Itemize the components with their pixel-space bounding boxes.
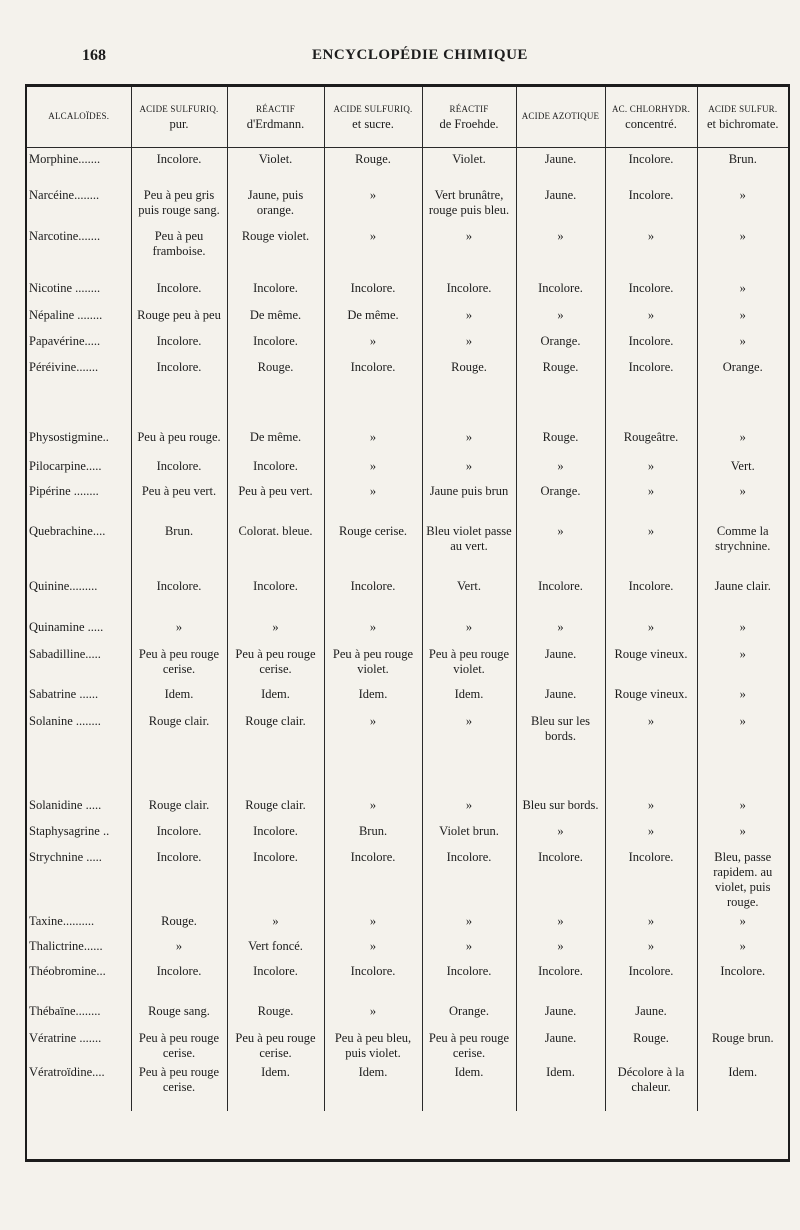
table-row xyxy=(27,330,788,356)
reaction-cell-acide-chlorhydrique: Rougeâtre. xyxy=(605,426,697,455)
reaction-cell-acide-sulfurique-bichromate: Vert. xyxy=(697,455,788,480)
table-row xyxy=(27,1061,788,1111)
reaction-cell-acide-chlorhydrique: Jaune. xyxy=(605,1000,697,1027)
reaction-cell-acide-sulfurique-pur: Peu à peu rouge cerise. xyxy=(131,1061,227,1111)
reaction-cell-acide-chlorhydrique: Incolore. xyxy=(605,330,697,356)
reaction-cell-acide-sulfurique-pur: Incolore. xyxy=(131,147,227,184)
reaction-cell-acide-sulfurique-sucre: Incolore. xyxy=(324,356,422,426)
alkaloid-name-cell: Pilocarpine..... xyxy=(29,459,102,473)
reaction-cell-reactif-froehde: Bleu violet passe au vert. xyxy=(422,520,516,575)
column-header-acide-sulfurique-pur: ACIDE SULFURIQ. pur. xyxy=(131,87,227,147)
reaction-cell-acide-sulfurique-sucre: » xyxy=(324,426,422,455)
column-header-acide-chlorhydrique: AC. CHLORHYDR. concentré. xyxy=(605,87,697,147)
reaction-cell-acide-sulfurique-bichromate: » xyxy=(697,277,788,304)
reaction-cell-acide-azotique: » xyxy=(516,455,605,480)
reaction-cell-reactif-erdmann: Idem. xyxy=(227,683,324,710)
reaction-cell-acide-sulfurique-pur: Rouge clair. xyxy=(131,794,227,820)
column-header-acide-sulfurique-bichromate: ACIDE SULFUR. et bichromate. xyxy=(697,87,788,147)
table-row xyxy=(27,960,788,1000)
reaction-cell-acide-sulfurique-bichromate: » xyxy=(697,935,788,960)
reaction-cell-reactif-erdmann: Violet. xyxy=(227,147,324,184)
reaction-cell-reactif-froehde: » xyxy=(422,455,516,480)
reaction-cell-acide-azotique: Bleu sur bords. xyxy=(516,794,605,820)
alkaloid-name-cell: Narcotine....... xyxy=(29,229,101,243)
alkaloid-name-cell: Solanine ........ xyxy=(29,714,101,728)
reaction-cell-acide-azotique: » xyxy=(516,910,605,935)
table-row xyxy=(27,455,788,480)
reaction-cell-reactif-erdmann: Colorat. bleue. xyxy=(227,520,324,575)
reaction-cell-acide-chlorhydrique: Incolore. xyxy=(605,147,697,184)
reaction-cell-acide-azotique: Jaune. xyxy=(516,147,605,184)
reaction-cell-reactif-erdmann: Jaune, puis orange. xyxy=(227,184,324,225)
table-row xyxy=(27,643,788,683)
reaction-cell-acide-sulfurique-pur: Idem. xyxy=(131,683,227,710)
alkaloid-reactions-table xyxy=(27,87,788,1111)
reaction-cell-acide-sulfurique-sucre: Idem. xyxy=(324,683,422,710)
alkaloid-name-cell: Quinamine ..... xyxy=(29,620,104,634)
reaction-cell-reactif-erdmann: De même. xyxy=(227,304,324,330)
reaction-cell-acide-chlorhydrique: Incolore. xyxy=(605,184,697,225)
reaction-cell-acide-sulfurique-bichromate: » xyxy=(697,225,788,277)
reaction-cell-acide-sulfurique-sucre: » xyxy=(324,710,422,794)
reaction-cell-acide-azotique: Rouge. xyxy=(516,356,605,426)
alkaloid-name-cell: Narcéine........ xyxy=(29,188,100,202)
reaction-cell-acide-sulfurique-bichromate: Brun. xyxy=(697,147,788,184)
reaction-cell-reactif-erdmann: Idem. xyxy=(227,1061,324,1111)
reaction-cell-acide-azotique: » xyxy=(516,820,605,846)
reaction-cell-acide-sulfurique-bichromate: » xyxy=(697,683,788,710)
reaction-cell-acide-sulfurique-sucre: Peu à peu rouge violet. xyxy=(324,643,422,683)
reaction-cell-acide-sulfurique-bichromate: » xyxy=(697,643,788,683)
reaction-cell-reactif-froehde: Idem. xyxy=(422,1061,516,1111)
reaction-cell-acide-sulfurique-pur: Incolore. xyxy=(131,820,227,846)
reaction-cell-acide-chlorhydrique: » xyxy=(605,304,697,330)
reaction-cell-acide-sulfurique-pur: Incolore. xyxy=(131,277,227,304)
table-row xyxy=(27,480,788,520)
reaction-cell-acide-azotique: » xyxy=(516,304,605,330)
reaction-cell-acide-sulfurique-pur: Incolore. xyxy=(131,846,227,910)
reaction-cell-reactif-erdmann: » xyxy=(227,616,324,643)
reaction-cell-acide-sulfurique-bichromate: Incolore. xyxy=(697,960,788,1000)
reaction-cell-reactif-erdmann: Rouge. xyxy=(227,356,324,426)
reaction-cell-acide-chlorhydrique: » xyxy=(605,225,697,277)
reaction-cell-acide-azotique: Jaune. xyxy=(516,1000,605,1027)
reaction-cell-acide-sulfurique-sucre: » xyxy=(324,184,422,225)
reaction-cell-reactif-erdmann: Incolore. xyxy=(227,960,324,1000)
reaction-cell-acide-sulfurique-sucre: » xyxy=(324,794,422,820)
reaction-cell-reactif-erdmann: Incolore. xyxy=(227,277,324,304)
reaction-cell-acide-sulfurique-bichromate: » xyxy=(697,330,788,356)
reaction-cell-reactif-erdmann: Incolore. xyxy=(227,846,324,910)
table-row xyxy=(27,520,788,575)
reaction-cell-reactif-erdmann: Peu à peu vert. xyxy=(227,480,324,520)
reaction-cell-acide-sulfurique-bichromate: Jaune clair. xyxy=(697,575,788,616)
reaction-cell-acide-sulfurique-pur: Incolore. xyxy=(131,455,227,480)
reaction-cell-acide-sulfurique-pur: Rouge. xyxy=(131,910,227,935)
reaction-cell-acide-sulfurique-sucre: » xyxy=(324,480,422,520)
reaction-cell-acide-chlorhydrique: Rouge. xyxy=(605,1027,697,1061)
table-row xyxy=(27,426,788,455)
reaction-cell-reactif-froehde: Vert. xyxy=(422,575,516,616)
table-row xyxy=(27,356,788,426)
column-header-acide-azotique: ACIDE AZOTIQUE xyxy=(516,87,605,147)
reaction-cell-reactif-froehde: » xyxy=(422,330,516,356)
reaction-cell-acide-azotique: Incolore. xyxy=(516,277,605,304)
table-row xyxy=(27,1000,788,1027)
reaction-cell-acide-sulfurique-sucre: Peu à peu bleu, puis violet. xyxy=(324,1027,422,1061)
table-row xyxy=(27,935,788,960)
alkaloid-name-cell: Quebrachine.... xyxy=(29,524,106,538)
reaction-cell-acide-azotique: Incolore. xyxy=(516,575,605,616)
reaction-cell-acide-sulfurique-pur: Rouge clair. xyxy=(131,710,227,794)
reaction-cell-acide-azotique: Jaune. xyxy=(516,1027,605,1061)
reaction-cell-acide-chlorhydrique: » xyxy=(605,794,697,820)
table-row xyxy=(27,575,788,616)
reaction-cell-acide-chlorhydrique: » xyxy=(605,520,697,575)
table-body xyxy=(27,147,788,1111)
reaction-cell-acide-sulfurique-sucre: » xyxy=(324,1000,422,1027)
reaction-cell-acide-chlorhydrique: » xyxy=(605,616,697,643)
alkaloid-name-cell: Taxine.......... xyxy=(29,914,95,928)
reaction-cell-reactif-erdmann: Incolore. xyxy=(227,575,324,616)
alkaloid-name-cell: Thébaïne........ xyxy=(29,1004,101,1018)
alkaloid-name-cell: Thalictrine...... xyxy=(29,939,103,953)
reaction-cell-acide-chlorhydrique: » xyxy=(605,480,697,520)
reaction-cell-acide-sulfurique-bichromate: Rouge brun. xyxy=(697,1027,788,1061)
reaction-cell-reactif-erdmann: De même. xyxy=(227,426,324,455)
reaction-cell-acide-azotique: » xyxy=(516,225,605,277)
reaction-cell-reactif-froehde: Idem. xyxy=(422,683,516,710)
reaction-cell-acide-sulfurique-sucre: » xyxy=(324,616,422,643)
reaction-cell-acide-sulfurique-pur: Incolore. xyxy=(131,960,227,1000)
alkaloid-name-cell: Quinine......... xyxy=(29,579,98,593)
alkaloid-name-cell: Vératrine ....... xyxy=(29,1031,102,1045)
column-header-reactif-froehde: RÉACTIF de Froehde. xyxy=(422,87,516,147)
reaction-cell-acide-sulfurique-pur: Peu à peu rouge. xyxy=(131,426,227,455)
reaction-cell-reactif-froehde: » xyxy=(422,225,516,277)
alkaloid-name-cell: Papavérine..... xyxy=(29,334,101,348)
reaction-cell-reactif-froehde: Vert brunâtre, rouge puis bleu. xyxy=(422,184,516,225)
reaction-cell-acide-azotique: Idem. xyxy=(516,1061,605,1111)
reaction-cell-acide-chlorhydrique: » xyxy=(605,820,697,846)
alkaloid-name-cell: Nicotine ........ xyxy=(29,281,101,295)
table-row xyxy=(27,225,788,277)
reaction-cell-reactif-froehde: Jaune puis brun xyxy=(422,480,516,520)
reaction-cell-acide-azotique: Jaune. xyxy=(516,184,605,225)
reaction-cell-acide-sulfurique-pur: Peu à peu rouge cerise. xyxy=(131,1027,227,1061)
alkaloid-name-cell: Péréivine....... xyxy=(29,360,99,374)
reaction-cell-reactif-erdmann: Incolore. xyxy=(227,820,324,846)
reaction-cell-reactif-erdmann: Incolore. xyxy=(227,330,324,356)
reaction-cell-reactif-froehde: » xyxy=(422,304,516,330)
reaction-cell-acide-sulfurique-pur: Incolore. xyxy=(131,330,227,356)
reaction-cell-acide-sulfurique-bichromate: Orange. xyxy=(697,356,788,426)
reaction-cell-acide-sulfurique-sucre: » xyxy=(324,910,422,935)
reaction-cell-reactif-froehde: Violet. xyxy=(422,147,516,184)
alkaloid-name-cell: Physostigmine.. xyxy=(29,430,109,444)
alkaloid-name-cell: Staphysagrine .. xyxy=(29,824,110,838)
reaction-cell-reactif-froehde: » xyxy=(422,935,516,960)
reaction-cell-acide-sulfurique-sucre: Incolore. xyxy=(324,960,422,1000)
reaction-cell-acide-chlorhydrique: Incolore. xyxy=(605,846,697,910)
reaction-cell-acide-sulfurique-bichromate: » xyxy=(697,184,788,225)
reaction-cell-acide-sulfurique-sucre: Incolore. xyxy=(324,277,422,304)
column-header-acide-sulfurique-sucre: ACIDE SULFURIQ. et sucre. xyxy=(324,87,422,147)
table-row xyxy=(27,683,788,710)
reaction-cell-acide-sulfurique-pur: Peu à peu vert. xyxy=(131,480,227,520)
reaction-cell-reactif-froehde: Violet brun. xyxy=(422,820,516,846)
reaction-cell-acide-sulfurique-sucre: Idem. xyxy=(324,1061,422,1111)
reaction-cell-acide-sulfurique-bichromate: » xyxy=(697,480,788,520)
reaction-cell-acide-sulfurique-sucre: Rouge cerise. xyxy=(324,520,422,575)
reaction-cell-acide-azotique: Orange. xyxy=(516,330,605,356)
reaction-cell-acide-chlorhydrique: » xyxy=(605,910,697,935)
reaction-cell-acide-chlorhydrique: » xyxy=(605,455,697,480)
reaction-cell-acide-chlorhydrique: » xyxy=(605,710,697,794)
reaction-cell-acide-chlorhydrique: Décolore à la chaleur. xyxy=(605,1061,697,1111)
column-header-reactif-erdmann: RÉACTIF d'Erdmann. xyxy=(227,87,324,147)
reaction-cell-reactif-erdmann: Peu à peu rouge cerise. xyxy=(227,1027,324,1061)
reaction-cell-acide-sulfurique-pur: Peu à peu gris puis rouge sang. xyxy=(131,184,227,225)
table-row xyxy=(27,304,788,330)
reaction-cell-acide-sulfurique-pur: Brun. xyxy=(131,520,227,575)
reaction-cell-reactif-erdmann: Rouge clair. xyxy=(227,794,324,820)
reaction-cell-acide-sulfurique-pur: Peu à peu framboise. xyxy=(131,225,227,277)
reaction-cell-acide-sulfurique-bichromate: » xyxy=(697,794,788,820)
alkaloid-name-cell: Strychnine ..... xyxy=(29,850,102,864)
table-row xyxy=(27,846,788,910)
running-title: ENCYCLOPÉDIE CHIMIQUE xyxy=(312,47,528,63)
table-row xyxy=(27,184,788,225)
reaction-cell-acide-sulfurique-pur: Incolore. xyxy=(131,356,227,426)
reaction-cell-acide-sulfurique-sucre: » xyxy=(324,330,422,356)
alkaloid-name-cell: Théobromine... xyxy=(29,964,106,978)
reaction-cell-acide-sulfurique-bichromate xyxy=(697,1000,788,1027)
table-row xyxy=(27,910,788,935)
reaction-cell-acide-sulfurique-bichromate: » xyxy=(697,910,788,935)
reaction-cell-acide-sulfurique-pur: » xyxy=(131,616,227,643)
reaction-cell-acide-sulfurique-bichromate: Idem. xyxy=(697,1061,788,1111)
reaction-cell-acide-sulfurique-pur: Incolore. xyxy=(131,575,227,616)
reaction-cell-reactif-froehde: » xyxy=(422,426,516,455)
reaction-cell-acide-chlorhydrique: Rouge vineux. xyxy=(605,683,697,710)
reaction-cell-acide-azotique: Bleu sur les bords. xyxy=(516,710,605,794)
reaction-cell-reactif-erdmann: Incolore. xyxy=(227,455,324,480)
reaction-cell-acide-chlorhydrique: Incolore. xyxy=(605,356,697,426)
page-number: 168 xyxy=(82,47,106,64)
reaction-cell-acide-chlorhydrique: Incolore. xyxy=(605,277,697,304)
reaction-cell-reactif-erdmann: Rouge clair. xyxy=(227,710,324,794)
table-header-row xyxy=(27,87,788,147)
reaction-cell-acide-sulfurique-bichromate: » xyxy=(697,710,788,794)
reaction-cell-acide-azotique: Rouge. xyxy=(516,426,605,455)
reaction-cell-acide-sulfurique-sucre: » xyxy=(324,935,422,960)
reaction-cell-acide-azotique: Incolore. xyxy=(516,846,605,910)
reaction-cell-reactif-froehde: » xyxy=(422,710,516,794)
alkaloid-name-cell: Sabatrine ...... xyxy=(29,687,99,701)
reaction-cell-acide-sulfurique-sucre: Incolore. xyxy=(324,575,422,616)
reaction-cell-reactif-froehde: Peu à peu rouge violet. xyxy=(422,643,516,683)
reaction-cell-acide-sulfurique-sucre: » xyxy=(324,225,422,277)
table-row xyxy=(27,794,788,820)
reaction-cell-reactif-froehde: Incolore. xyxy=(422,277,516,304)
table-row xyxy=(27,710,788,794)
reaction-cell-acide-azotique: » xyxy=(516,520,605,575)
reaction-cell-acide-sulfurique-sucre: De même. xyxy=(324,304,422,330)
reaction-cell-reactif-froehde: Peu à peu rouge cerise. xyxy=(422,1027,516,1061)
reaction-cell-acide-sulfurique-bichromate: Bleu, passe rapidem. au violet, puis rouge. xyxy=(697,846,788,910)
reaction-cell-reactif-erdmann: Vert foncé. xyxy=(227,935,324,960)
reaction-cell-acide-sulfurique-sucre: » xyxy=(324,455,422,480)
reaction-cell-acide-sulfurique-sucre: Brun. xyxy=(324,820,422,846)
reaction-cell-acide-sulfurique-bichromate: » xyxy=(697,304,788,330)
column-header-alcaloides: ALCALOÏDES. xyxy=(27,87,131,147)
reaction-cell-reactif-froehde: Rouge. xyxy=(422,356,516,426)
reaction-cell-acide-azotique: » xyxy=(516,616,605,643)
reaction-cell-acide-sulfurique-bichromate: » xyxy=(697,426,788,455)
table-row xyxy=(27,147,788,184)
reaction-cell-acide-sulfurique-pur: Rouge peu à peu xyxy=(131,304,227,330)
reaction-cell-acide-azotique: » xyxy=(516,935,605,960)
reaction-cell-acide-azotique: Jaune. xyxy=(516,683,605,710)
reaction-cell-reactif-froehde: Incolore. xyxy=(422,960,516,1000)
alkaloid-name-cell: Pipérine ........ xyxy=(29,484,99,498)
alkaloid-name-cell: Népaline ........ xyxy=(29,308,103,322)
reaction-cell-acide-sulfurique-bichromate: » xyxy=(697,616,788,643)
reaction-cell-reactif-erdmann: Rouge violet. xyxy=(227,225,324,277)
reaction-cell-reactif-froehde: » xyxy=(422,794,516,820)
reaction-cell-reactif-erdmann: » xyxy=(227,910,324,935)
reaction-cell-reactif-froehde: Incolore. xyxy=(422,846,516,910)
reaction-cell-acide-chlorhydrique: Incolore. xyxy=(605,575,697,616)
alkaloid-name-cell: Vératroïdine.... xyxy=(29,1065,105,1079)
reaction-cell-reactif-erdmann: Rouge. xyxy=(227,1000,324,1027)
table-row xyxy=(27,1027,788,1061)
reaction-cell-reactif-erdmann: Peu à peu rouge cerise. xyxy=(227,643,324,683)
reaction-cell-acide-sulfurique-sucre: Rouge. xyxy=(324,147,422,184)
reaction-cell-acide-azotique: Incolore. xyxy=(516,960,605,1000)
reaction-cell-acide-azotique: Orange. xyxy=(516,480,605,520)
alkaloid-name-cell: Morphine....... xyxy=(29,151,101,166)
reaction-cell-acide-sulfurique-pur: Rouge sang. xyxy=(131,1000,227,1027)
alkaloid-name-cell: Sabadilline..... xyxy=(29,647,101,661)
table-row xyxy=(27,277,788,304)
table-row xyxy=(27,820,788,846)
reaction-cell-reactif-froehde: » xyxy=(422,616,516,643)
table-row xyxy=(27,616,788,643)
reaction-cell-reactif-froehde: » xyxy=(422,910,516,935)
reaction-cell-acide-chlorhydrique: Rouge vineux. xyxy=(605,643,697,683)
reaction-cell-acide-azotique: Jaune. xyxy=(516,643,605,683)
alkaloid-name-cell: Solanidine ..... xyxy=(29,798,102,812)
reaction-cell-acide-chlorhydrique: Incolore. xyxy=(605,960,697,1000)
reaction-cell-acide-sulfurique-sucre: Incolore. xyxy=(324,846,422,910)
reaction-cell-acide-sulfurique-pur: Peu à peu rouge cerise. xyxy=(131,643,227,683)
reaction-cell-reactif-froehde: Orange. xyxy=(422,1000,516,1027)
reaction-cell-acide-sulfurique-bichromate: Comme la strychnine. xyxy=(697,520,788,575)
reaction-cell-acide-chlorhydrique: » xyxy=(605,935,697,960)
reaction-cell-acide-sulfurique-bichromate: » xyxy=(697,820,788,846)
reaction-cell-acide-sulfurique-pur: » xyxy=(131,935,227,960)
